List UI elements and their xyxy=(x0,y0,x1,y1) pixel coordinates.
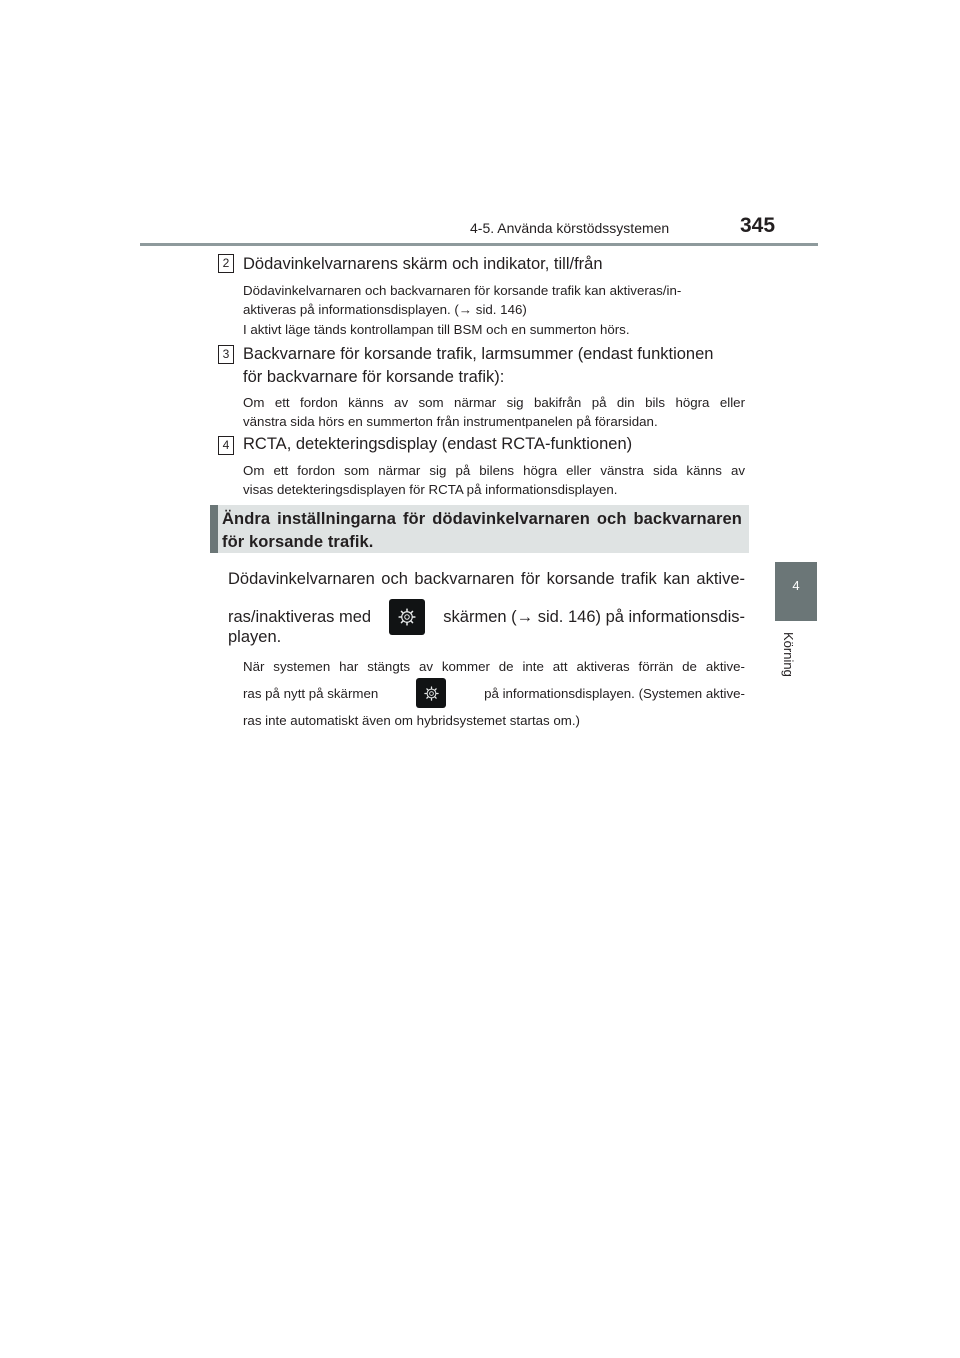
section-title-line: Ändra inställningarna för dödavinkelvarnaren och backvarnaren xyxy=(222,510,742,528)
header-divider xyxy=(140,243,818,246)
item-title: Dödavinkelvarnarens skärm och indikator, till/från xyxy=(243,255,603,273)
item-body-line: vänstra sida hörs en summerton från instrumentpanelen på förarsidan. xyxy=(243,414,658,429)
item-body-line: Om ett fordon som närmar sig på bilens högra eller vänstra sida känns av xyxy=(243,463,745,478)
section-paragraph-line xyxy=(228,599,745,635)
section-title-line: för korsande trafik. xyxy=(222,533,374,551)
gear-icon xyxy=(424,686,439,701)
section-paragraph-line: Dödavinkelvarnaren och backvarnaren för korsande trafik kan aktive- xyxy=(228,570,745,588)
item-number-badge: 4 xyxy=(218,436,234,455)
section-paragraph-text: ras/inaktiveras med xyxy=(228,607,372,626)
item-number-badge: 3 xyxy=(218,345,234,364)
page-number: 345 xyxy=(740,214,776,237)
item-body-line: I aktivt läge tänds kontrollampan till BSM och en summerton hörs. xyxy=(243,322,630,337)
item-title: för backvarnare för korsande trafik): xyxy=(243,368,505,386)
item-title: Backvarnare för korsande trafik, larmsummer (endast funktionen xyxy=(243,345,714,363)
chapter-label-text: Körning xyxy=(781,632,796,677)
item-title: RCTA, detekteringsdisplay (endast RCTA-funktionen) xyxy=(243,435,633,453)
header-section-title: 4-5. Använda körstödssystemen xyxy=(470,220,670,236)
gear-icon xyxy=(398,608,416,626)
item-number-badge: 2 xyxy=(218,254,234,273)
note-line xyxy=(243,678,745,708)
note-line: ras inte automatiskt även om hybridsystemet startas om.) xyxy=(243,713,580,728)
chapter-number: 4 xyxy=(792,578,800,593)
item-body-line: Om ett fordon känns av som närmar sig bakifrån på din bils högra eller xyxy=(243,395,745,410)
settings-gear-icon xyxy=(389,599,425,635)
item-body-line: aktiveras på informationsdisplayen. (→ sid. 146) xyxy=(243,302,527,317)
section-paragraph-text: skärmen (→ sid. 146) på informationsdis- xyxy=(443,607,745,626)
note-line: När systemen har stängts av kommer de inte att aktiveras förrän de aktive- xyxy=(243,659,745,674)
section-paragraph-line: playen. xyxy=(228,628,282,646)
note-text: ras på nytt på skärmen xyxy=(243,685,379,701)
chapter-label xyxy=(781,632,811,692)
settings-gear-icon xyxy=(416,678,446,708)
item-body-line: Dödavinkelvarnaren och backvarnaren för korsande trafik kan aktiveras/in- xyxy=(243,283,682,298)
item-body-line: visas detekteringsdisplayen för RCTA på informationsdisplayen. xyxy=(243,482,618,497)
note-text: på informationsdisplayen. (Systemen aktive- xyxy=(484,685,745,701)
